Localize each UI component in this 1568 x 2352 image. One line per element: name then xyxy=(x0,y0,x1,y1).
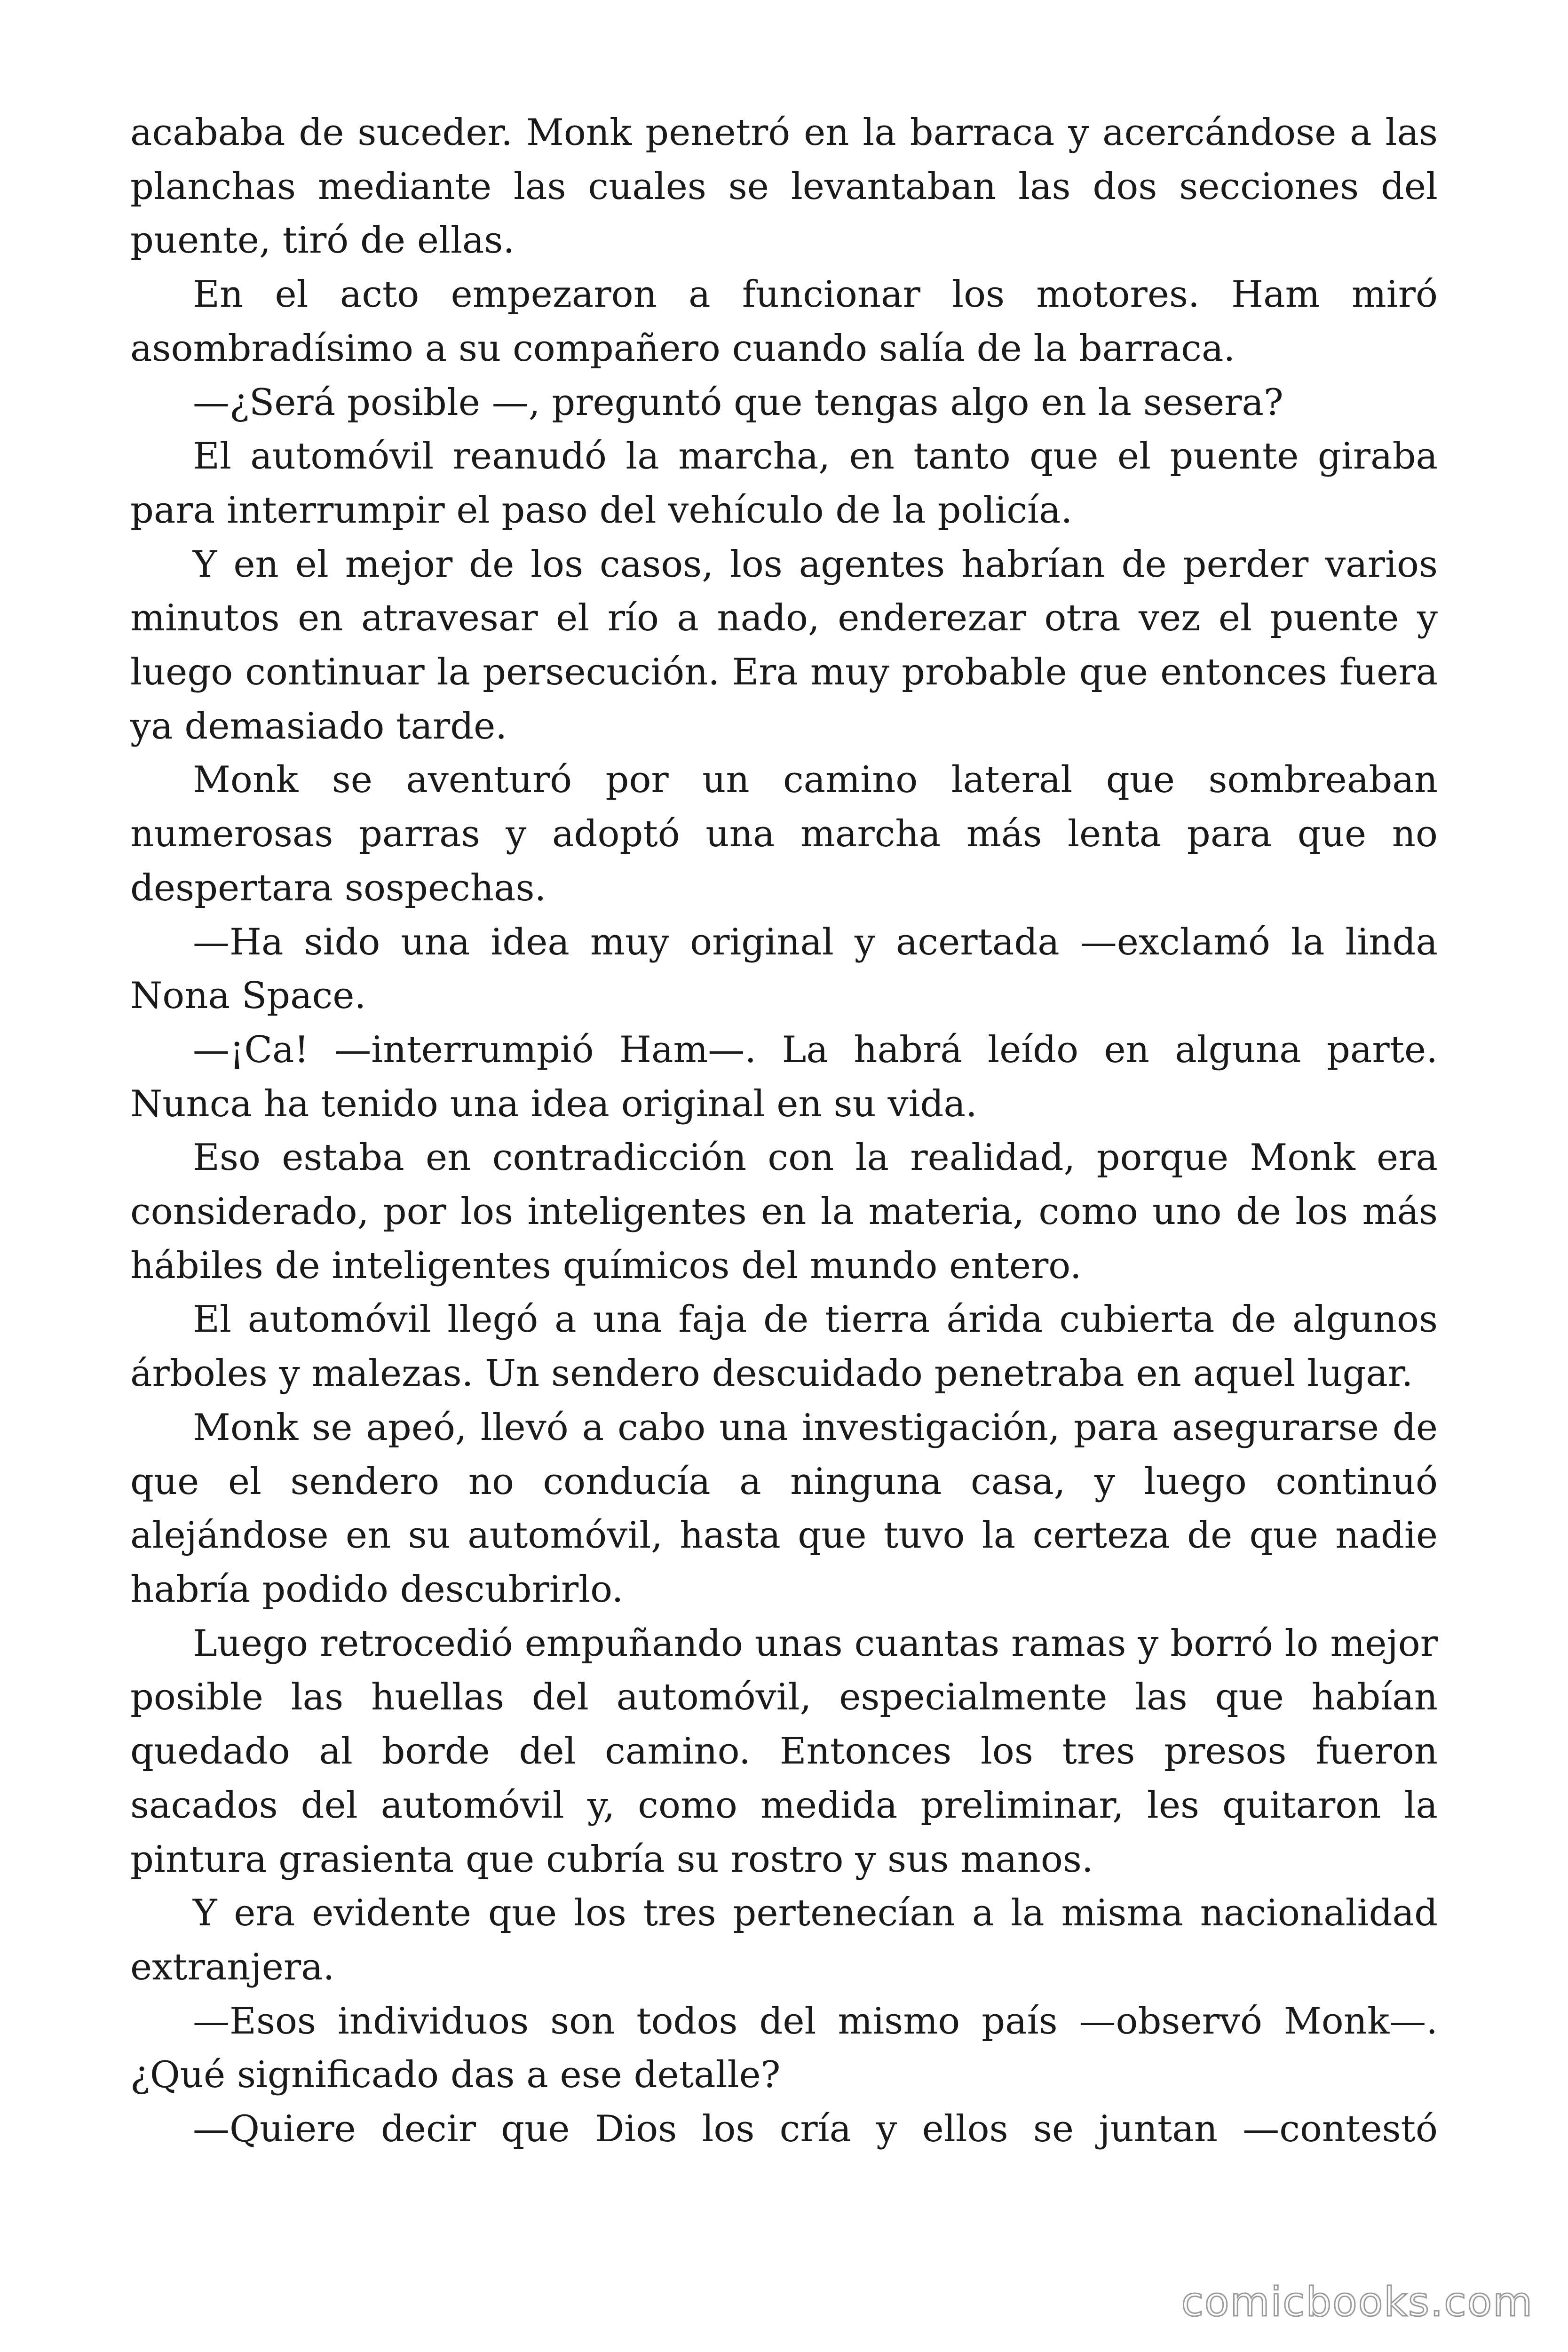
paragraph: El automóvil reanudó la marcha, en tanto que el puente giraba para interrumpir el paso del vehículo de la policía. xyxy=(130,435,1438,532)
paragraph: —¿Será posible —, preguntó que tengas algo en la sesera? xyxy=(193,381,1283,424)
paragraph: Eso estaba en contradicción con la realidad, porque Monk era considerado, por los inteligentes en la materia, como uno de los más hábiles de inteligentes químicos del mundo entero. xyxy=(130,1136,1438,1287)
paragraph: Monk se aventuró por un camino lateral que sombreaban numerosas parras y adoptó una marcha más lenta para que no despertara sospechas. xyxy=(130,759,1438,909)
paragraph: —¡Ca! —interrumpió Ham—. La habrá leído en alguna parte. Nunca ha tenido una idea original en su vida. xyxy=(130,1028,1438,1125)
paragraph: —Ha sido una idea muy original y acertada —exclamó la linda Nona Space. xyxy=(130,921,1438,1017)
watermark: comicbooks.com xyxy=(1181,2279,1533,2326)
paragraph: Luego retrocedió empuñando unas cuantas ramas y borró lo mejor posible las huellas del automóvil, especialmente las que habían quedado al borde del camino. Entonces los tres presos fueron sacados del automóvil y, como medida preliminar, les quitaron la pintura grasienta que cubría su rostro y sus manos. xyxy=(130,1622,1438,1881)
paragraph: Y en el mejor de los casos, los agentes habrían de perder varios minutos en atravesar el río a nado, enderezar otra vez el puente y luego continuar la persecución. Era muy probable que entonces fuera ya demasiado tarde. xyxy=(130,543,1438,747)
paragraph: En el acto empezaron a funcionar los motores. Ham miró asombradísimo a su compañero cuando salía de la barraca. xyxy=(130,273,1438,370)
paragraph: —Esos individuos son todos del mismo país —observó Monk—. ¿Qué significado das a ese detalle? xyxy=(130,2000,1438,2097)
paragraph: Monk se apeó, llevó a cabo una investigación, para asegurarse de que el sendero no conducía a ninguna casa, y luego continuó alejándose en su automóvil, hasta que tuvo la certeza de que nadie habría podido descubrirlo. xyxy=(130,1406,1438,1611)
book-page-text xyxy=(130,106,1438,2156)
paragraph: —Quiere decir que Dios los cría y ellos se juntan —contestó xyxy=(193,2108,1438,2151)
paragraph: El automóvil llegó a una faja de tierra árida cubierta de algunos árboles y malezas. Un sendero descuidado penetraba en aquel lugar. xyxy=(130,1298,1438,1395)
paragraph: Y era evidente que los tres pertenecían a la misma nacionalidad extranjera. xyxy=(130,1892,1438,1988)
paragraph: acababa de suceder. Monk penetró en la barraca y acercándose a las planchas mediante las cuales se levantaban las dos secciones del puente, tiró de ellas. xyxy=(130,111,1438,262)
